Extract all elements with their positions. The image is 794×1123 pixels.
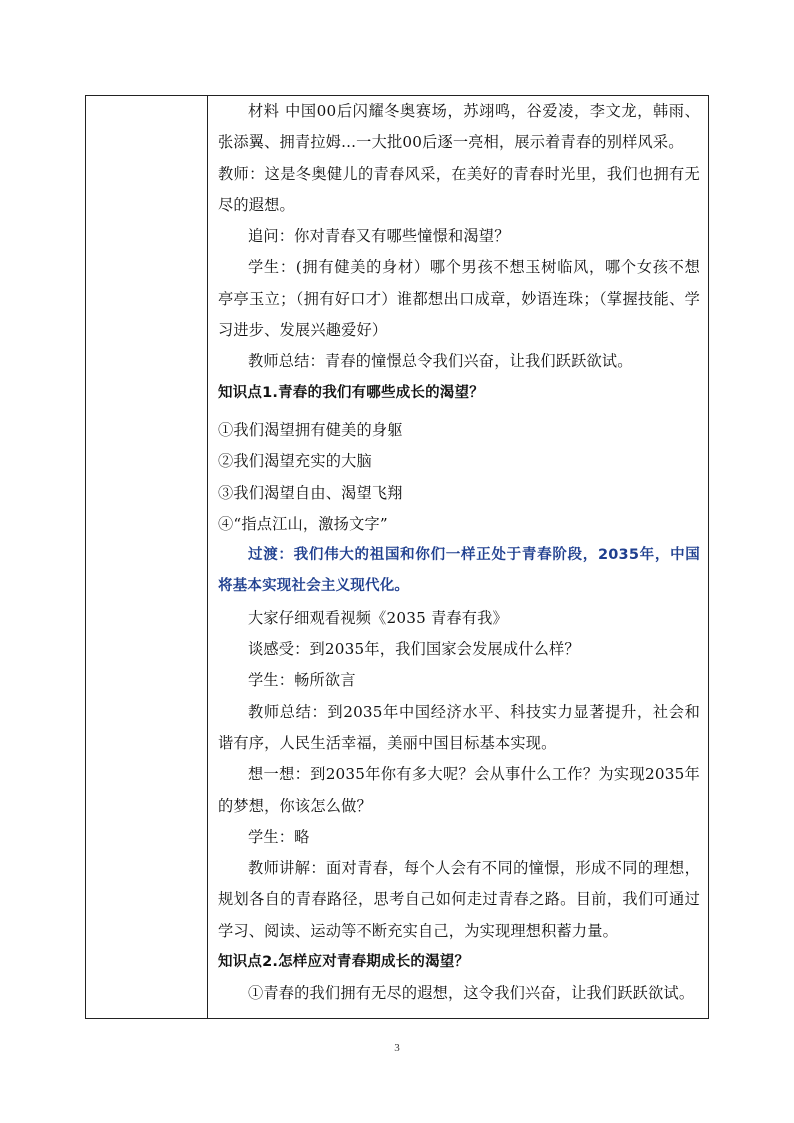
knowledge-point-2-heading: 知识点2.怎样应对青春期成长的渴望？ (218, 954, 470, 971)
student-brief-paragraph: 学生：略 (248, 827, 310, 846)
list-item: ②我们渴望充实的大脑 (218, 452, 372, 471)
teacher-conclusion-paragraph: 教师总结：到2035年中国经济水平、科技实力显著提升，社会和谐有序，人民生活幸福，美丽中国目标基本实现。 (218, 702, 700, 752)
material-paragraph: 材料 中国00后闪耀冬奥赛场，苏翊鸣，谷爱凌，李文龙，韩雨、张添翼、拥青拉姆...一大批00后逐一亮相，展示着青春的别样风采。 (218, 102, 700, 152)
transition-paragraph: 过渡：我们伟大的祖国和你们一样正处于青春阶段，2035年，中国将基本实现社会主义现代化。 (218, 547, 700, 595)
teacher-paragraph: 教师：这是冬奥健儿的青春风采，在美好的青春时光里，我们也拥有无尽的遐想。 (218, 164, 700, 214)
lesson-content-cell (208, 96, 708, 1018)
reflection-paragraph: 想一想：到2035年你有多大呢？会从事什么工作？为实现2035年的梦想，你该怎么做？ (218, 765, 700, 815)
page-number: 3 (394, 1042, 400, 1054)
list-item: ③我们渴望自由、渴望飞翔 (218, 483, 403, 502)
question-paragraph: 追问：你对青春又有哪些憧憬和渴望？ (248, 227, 510, 246)
teacher-explanation-paragraph: 教师讲解：面对青春，每个人会有不同的憧憬，形成不同的理想，规划各自的青春路径，思考自己如何走过青春之路。目前，我们可通过学习、阅读、运动等不断充实自己，为实现理想积蓄力量。 (218, 859, 700, 940)
final-paragraph: ①青春的我们拥有无尽的遐想，这令我们兴奋，让我们跃跃欲试。 (248, 984, 695, 1003)
teacher-summary-paragraph: 教师总结：青春的憧憬总令我们兴奋，让我们跃跃欲试。 (248, 352, 633, 371)
knowledge-point-1-heading: 知识点1.青春的我们有哪些成长的渴望？ (218, 384, 484, 401)
list-item: ④“指点江山，激扬文字” (218, 514, 388, 533)
video-paragraph: 大家仔细观看视频《2035 青春有我》 (248, 608, 508, 627)
lesson-table (85, 95, 709, 1019)
list-item: ①我们渴望拥有健美的身躯 (218, 420, 403, 439)
table-left-column (86, 96, 208, 1018)
student-response-paragraph: 学生：畅所欲言 (248, 671, 356, 690)
discussion-paragraph: 谈感受：到2035年，我们国家会发展成什么样？ (248, 640, 580, 659)
student-paragraph: 学生：(拥有健美的身材）哪个男孩不想玉树临风，哪个女孩不想亭亭玉立；（拥有好口才）谁都想出口成章，妙语连珠；（掌握技能、学习进步、发展兴趣爱好） (218, 258, 700, 340)
